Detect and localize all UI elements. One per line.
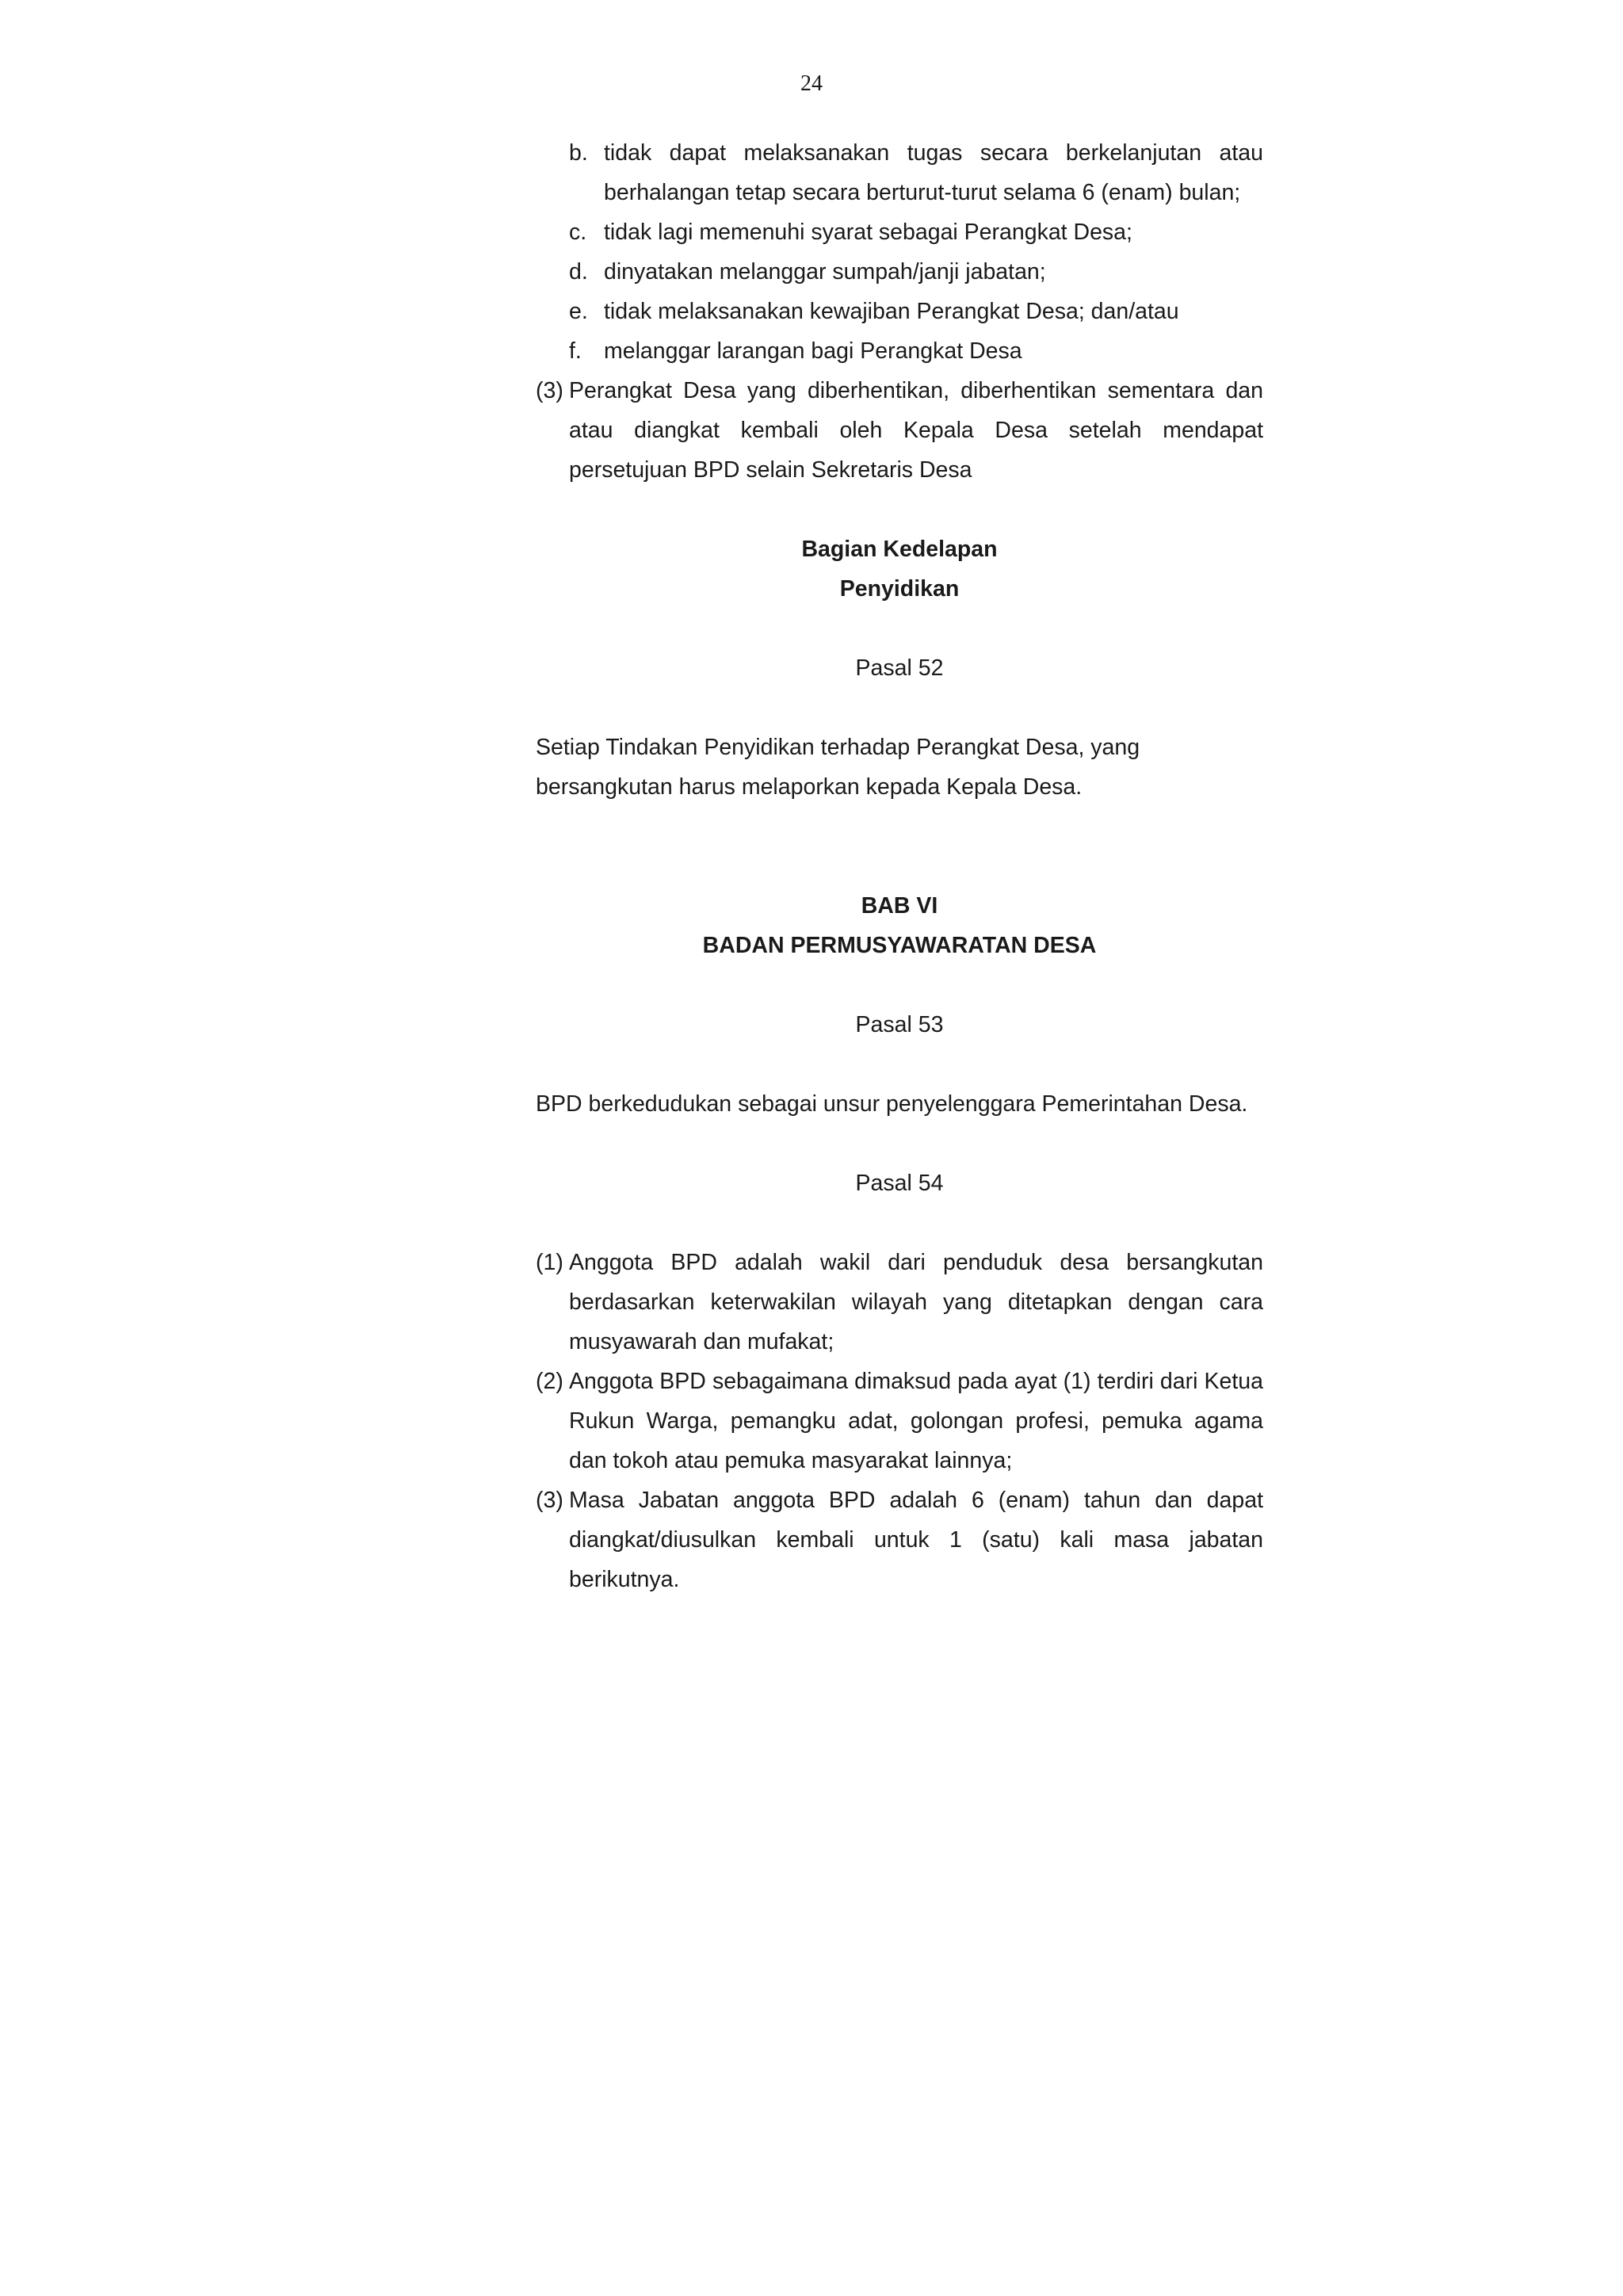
section-title: Bagian Kedelapan bbox=[801, 537, 998, 562]
list-marker: c. bbox=[569, 220, 587, 245]
ayat-item bbox=[536, 1243, 1263, 1362]
pasal-54-title: Pasal 54 bbox=[855, 1171, 944, 1196]
ayat-text: Anggota BPD sebagaimana dimaksud pada ayat (1) terdiri dari Ketua Rukun Warga, pemangku adat, golongan profesi, pemuka agama dan tokoh atau pemuka masyarakat lainnya; bbox=[569, 1369, 1263, 1473]
list-item bbox=[536, 252, 1263, 292]
ayat-text: Anggota BPD adalah wakil dari penduduk desa bersangkutan berdasarkan keterwakilan wilayah yang ditetapkan dengan cara musyawarah dan mufakat; bbox=[569, 1250, 1263, 1354]
list-marker: b. bbox=[569, 140, 588, 166]
list-item bbox=[536, 331, 1263, 371]
ayat-item bbox=[536, 1362, 1263, 1480]
ayat-text: Masa Jabatan anggota BPD adalah 6 (enam) tahun dan dapat diangkat/diusulkan kembali untuk 1 (satu) kali masa jabatan berikutnya. bbox=[569, 1488, 1263, 1592]
pasal-52-text: Setiap Tindakan Penyidikan terhadap Perangkat Desa, yang bersangkutan harus melaporkan kepada Kepala Desa. bbox=[536, 735, 1140, 800]
pasal-53-text: BPD berkedudukan sebagai unsur penyelenggara Pemerintahan Desa. bbox=[536, 1091, 1248, 1117]
pasal-52-title: Pasal 52 bbox=[855, 655, 944, 681]
list-item bbox=[536, 292, 1263, 331]
pasal-53-title: Pasal 53 bbox=[855, 1012, 944, 1037]
list-item bbox=[536, 212, 1263, 252]
list-text: dinyatakan melanggar sumpah/janji jabatan; bbox=[604, 259, 1046, 285]
chapter-subtitle: BADAN PERMUSYAWARATAN DESA bbox=[702, 933, 1097, 958]
list-text: tidak lagi memenuhi syarat sebagai Perangkat Desa; bbox=[604, 220, 1132, 245]
page-number: 24 bbox=[800, 71, 823, 96]
list-marker: d. bbox=[569, 259, 588, 285]
ayat-item bbox=[536, 1480, 1263, 1599]
list-text: tidak dapat melaksanakan tugas secara berkelanjutan atau berhalangan tetap secara berturut-turut selama 6 (enam) bulan; bbox=[604, 140, 1263, 205]
list-text: melanggar larangan bagi Perangkat Desa bbox=[604, 338, 1022, 364]
list-marker: e. bbox=[569, 299, 588, 324]
ayat-marker: (2) bbox=[536, 1369, 563, 1394]
list-text: tidak melaksanakan kewajiban Perangkat Desa; dan/atau bbox=[604, 299, 1179, 324]
list-item bbox=[536, 133, 1263, 212]
ayat-text: Perangkat Desa yang diberhentikan, diberhentikan sementara dan atau diangkat kembali oleh Kepala Desa setelah mendapat persetujuan BPD selain Sekretaris Desa bbox=[569, 378, 1263, 483]
ayat-marker: (1) bbox=[536, 1250, 563, 1275]
section-subtitle: Penyidikan bbox=[839, 576, 960, 602]
ayat-marker: (3) bbox=[536, 378, 563, 403]
document-body bbox=[536, 133, 1263, 1599]
list-marker: f. bbox=[569, 338, 582, 364]
ayat-marker: (3) bbox=[536, 1488, 563, 1513]
chapter-title: BAB VI bbox=[861, 893, 938, 919]
ayat-item bbox=[536, 371, 1263, 490]
